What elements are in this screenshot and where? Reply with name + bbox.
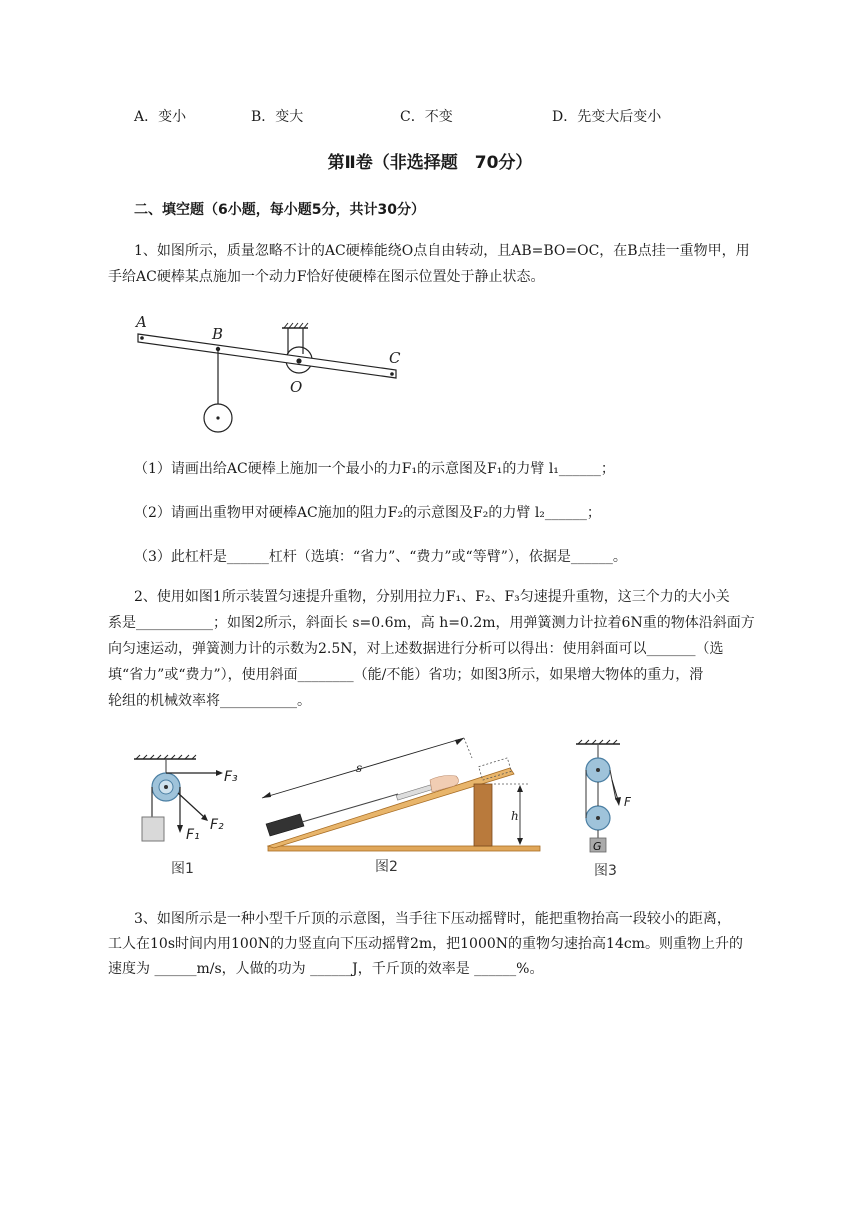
figure-1-caption: 图1 bbox=[171, 861, 194, 877]
q1-sub2: （2）请画出重物甲对硬棒AC施加的阻力F₂的示意图及F₂的力臂 l₂______； bbox=[134, 505, 601, 521]
label-f1: F₁ bbox=[186, 827, 200, 843]
option-b: B．变大 bbox=[251, 109, 304, 125]
q1-sub1: （1）请画出给AC硬棒上施加一个最小的力F₁的示意图及F₁的力臂 l₁______； bbox=[134, 461, 615, 477]
label-o: O bbox=[290, 378, 303, 396]
label-c: C bbox=[389, 349, 401, 367]
label-f: F bbox=[624, 795, 631, 809]
label-a: A bbox=[136, 313, 147, 331]
label-g: G bbox=[593, 840, 602, 853]
part-title: 第Ⅱ卷（非选择题 70分） bbox=[327, 153, 533, 173]
option-a: A．变小 bbox=[134, 109, 187, 125]
q1-line1: 1、如图所示，质量忽略不计的AC硬棒能绕O点自由转动，且AB=BO=OC，在B点挂一重物甲，用 bbox=[134, 243, 750, 259]
figure-2-caption: 图2 bbox=[375, 859, 398, 875]
label-h: h bbox=[511, 809, 519, 823]
label-f2: F₂ bbox=[210, 817, 224, 833]
lever-figure bbox=[130, 310, 420, 440]
q1-line2: 手给AC硬棒某点施加一个动力F恰好使硬棒在图示位置处于静止状态。 bbox=[108, 269, 545, 285]
label-b: B bbox=[212, 325, 224, 343]
q1-sub3: （3）此杠杆是______杠杆（选填：“省力”、“费力”或“等臂”），依据是______。 bbox=[134, 549, 627, 565]
q3-line2: 工人在10s时间内用100N的力竖直向下压动摇臂2m，把1000N的重物匀速抬高14cm。则重物上升的 bbox=[108, 936, 743, 952]
label-s: s bbox=[356, 761, 363, 775]
q2-line5: 轮组的机械效率将___________。 bbox=[108, 693, 311, 709]
label-f3: F₃ bbox=[224, 769, 238, 785]
figure-3-pulley-block bbox=[572, 740, 642, 858]
q3-line1: 3、如图所示是一种小型千斤顶的示意图，当手往下压动摇臂时，能把重物抬高一段较小的距离， bbox=[134, 911, 731, 927]
figure-1-fixed-pulley bbox=[130, 755, 250, 850]
q2-line4: 填“省力”或“费力”），使用斜面________（能/不能）省功；如图3所示，如果增大物体的重力，滑 bbox=[108, 667, 704, 683]
figure-3-caption: 图3 bbox=[594, 863, 617, 879]
q2-line1: 2、使用如图1所示装置匀速提升重物，分别用拉力F₁、F₂、F₃匀速提升重物，这三个力的大小关 bbox=[134, 589, 730, 605]
q2-line3: 向匀速运动，弹簧测力计的示数为2.5N，对上述数据进行分析可以得出：使用斜面可以_______（选 bbox=[108, 641, 724, 657]
option-c: C．不变 bbox=[400, 109, 453, 125]
section-heading: 二、填空题（6小题，每小题5分，共计30分） bbox=[134, 202, 425, 218]
q3-line3: 速度为 ______m/s，人做的功为 ______J，千斤顶的效率是 ______%。 bbox=[108, 961, 544, 977]
q2-line2: 系是___________；如图2所示，斜面长 s=0.6m，高 h=0.2m，用弹簧测力计拉着6N重的物体沿斜面方 bbox=[108, 615, 755, 631]
option-d: D．先变大后变小 bbox=[552, 109, 662, 125]
figure-2-incline bbox=[258, 738, 548, 856]
